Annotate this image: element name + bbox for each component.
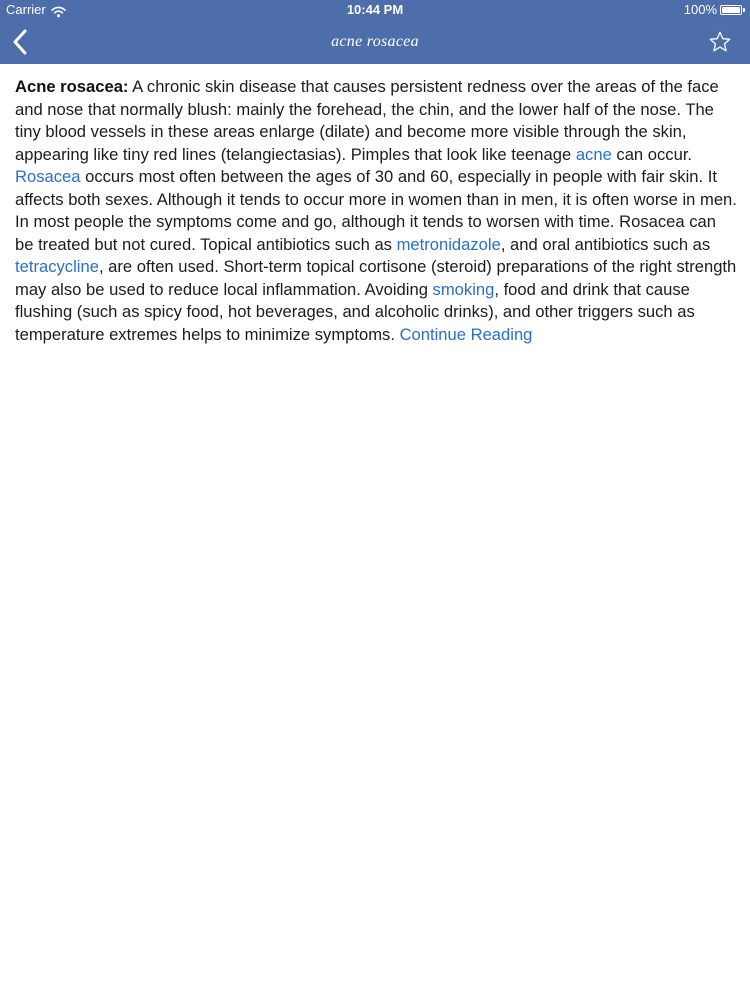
link-rosacea[interactable]: Rosacea bbox=[15, 167, 81, 186]
definition-text: A chronic skin disease that causes persistent redness over the areas of the face and nose that normally blush: mainly the forehead, the chin, and the lower half of the nose. The tiny blood vessels in these areas enlarge (dilate) and become more visible through the skin, appearing like tiny red lines (telangiectasias). Pimples that look like teenage bbox=[15, 77, 719, 164]
definition-term: Acne rosacea: bbox=[15, 77, 129, 96]
status-right bbox=[684, 0, 745, 20]
definition-text: , food and drink that cause flushing (such as spicy food, hot beverages, and alcoholic drinks), and other triggers such as temperature extremes helps to minimize symptoms. bbox=[15, 279, 695, 344]
definition-text: , and oral antibiotics such as bbox=[500, 234, 711, 254]
header-bar bbox=[0, 0, 750, 64]
link-acne[interactable]: acne bbox=[575, 144, 612, 164]
continue-reading-link[interactable]: Continue Reading bbox=[399, 324, 533, 344]
battery-percent: 100% bbox=[683, 2, 717, 17]
link-smoking[interactable]: smoking bbox=[432, 279, 495, 299]
battery-icon bbox=[720, 5, 742, 15]
link-tetracycline[interactable]: tetracycline bbox=[15, 257, 99, 276]
page-title: acne rosacea bbox=[331, 33, 419, 50]
definition-paragraph bbox=[15, 76, 737, 346]
navigation-bar bbox=[0, 20, 750, 64]
status-bar bbox=[0, 0, 750, 20]
definition-text: occurs most often between the ages of 30 and 60, especially in people with fair skin. It affects both sexes. Although it tends to occur more in women than in men, it is often worse in men. In most people the symptoms come and go, although it tends to worsen with time. Rosacea can be treated but not cured. Topical antibiotics such as bbox=[15, 167, 737, 254]
favorite-button[interactable] bbox=[706, 27, 734, 57]
link-metronidazole[interactable]: metronidazole bbox=[396, 234, 501, 254]
star-outline-icon bbox=[708, 30, 732, 54]
definition-text: , are often used. Short-term topical cortisone (steroid) preparations of the right strength may also be used to reduce local inflammation. Avoiding bbox=[15, 257, 737, 299]
article-content bbox=[15, 76, 737, 346]
carrier-label: Carrier bbox=[6, 2, 46, 17]
status-time: 10:44 PM bbox=[346, 2, 404, 17]
definition-text: can occur. bbox=[611, 144, 693, 164]
